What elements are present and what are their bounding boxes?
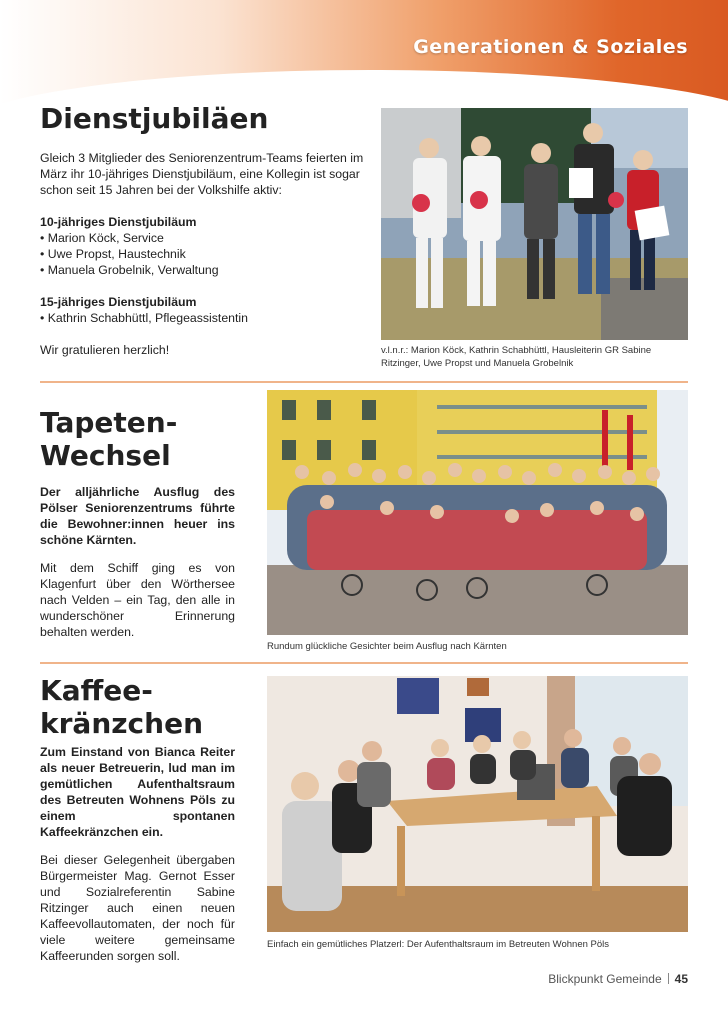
- group10-title: 10-jähriges Dienstjubiläum: [40, 215, 197, 229]
- kaffee-title: [40, 674, 203, 740]
- footer-separator: [668, 973, 669, 984]
- divider: [40, 381, 688, 383]
- kaffee-title-line2: kränzchen: [40, 707, 204, 740]
- section-title: Generationen & Soziales: [413, 36, 688, 58]
- photo-excursion: [267, 390, 688, 635]
- dienst-title: Dienstjubiläen: [40, 102, 269, 135]
- tapeten-lead: Der alljährliche Ausflug des Pölser Seniorenzentrums führte die Bewohner:innen heuer ins schöne Kärnten.: [40, 485, 235, 547]
- dienst-text: [40, 150, 365, 358]
- caption-excursion: Rundum glückliche Gesichter beim Ausflug nach Kärnten: [267, 641, 507, 652]
- photo-coffee: [267, 676, 688, 932]
- kaffee-body: Bei dieser Gelegenheit übergaben Bürgermeister Mag. Gernot Esser und Sozialreferentin Sabine Ritzinger auch einen neuen Kaffeevollautomaten, der noch für viele weitere gemeinsame Kaffeerunden sorgen soll.: [40, 853, 235, 963]
- caption-jubilee: v.l.n.r.: Marion Köck, Kathrin Schabhüttl, Hausleiterin GR Sabine Ritzinger, Uwe Propst und Manuela Grobelnik: [381, 345, 652, 369]
- tapeten-text: [40, 484, 235, 640]
- photo-jubilee: [381, 108, 688, 340]
- caption-coffee: Einfach ein gemütliches Platzerl: Der Aufenthaltsraum im Betreuten Wohnen Pöls: [267, 939, 609, 950]
- kaffee-title-line1: Kaffee-: [40, 674, 153, 707]
- dienst-closing: Wir gratulieren herzlich!: [40, 343, 170, 357]
- divider: [40, 662, 688, 664]
- kaffee-text: [40, 744, 235, 964]
- publication-name: Blickpunkt Gemeinde: [548, 972, 662, 986]
- tapeten-title-line1: Tapeten-: [40, 406, 178, 439]
- group15-title: 15-jähriges Dienstjubiläum: [40, 295, 197, 309]
- group10-item: • Manuela Grobelnik, Verwaltung: [40, 263, 219, 277]
- tapeten-title: [40, 406, 177, 472]
- group15-item: • Kathrin Schabhüttl, Pflegeassistentin: [40, 311, 249, 325]
- dienst-intro: Gleich 3 Mitglieder des Seniorenzentrum-Teams feierten im März ihr 10-jähriges Dienstjubiläum, eine Kollegin ist sogar schon seit 15 Jahren bei der Volkshilfe aktiv:: [40, 151, 364, 197]
- page-footer: [548, 972, 688, 986]
- kaffee-lead: Zum Einstand von Bianca Reiter als neuer Betreuerin, lud man im gemütlichen Aufenthaltsraum des Betreuten Wohnens Pöls zu einem spontanen Kaffeekränzchen ein.: [40, 745, 235, 839]
- group10-item: • Uwe Propst, Haustechnik: [40, 247, 186, 261]
- tapeten-title-line2: Wechsel: [40, 439, 171, 472]
- group10-item: • Marion Köck, Service: [40, 231, 164, 245]
- tapeten-body: Mit dem Schiff ging es von Klagenfurt über den Wörthersee nach Velden – ein Tag, den alle in wunderschöner Erinnerung behalten werden.: [40, 561, 235, 639]
- page-number: 45: [674, 972, 688, 986]
